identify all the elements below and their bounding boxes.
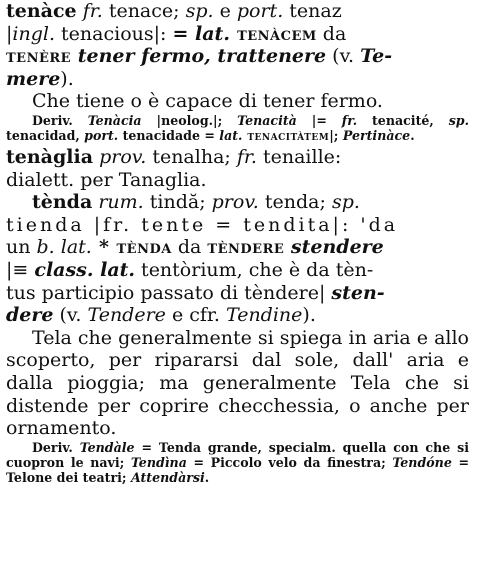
text-run: dere bbox=[6, 304, 54, 327]
entry-tenda bbox=[6, 191, 469, 440]
text-run: da bbox=[316, 22, 347, 45]
definition: Che tiene o è capace di tener fermo. bbox=[32, 90, 383, 113]
text-run: un bbox=[6, 236, 37, 259]
text-run: e bbox=[213, 0, 237, 22]
text-run: |; bbox=[329, 127, 343, 143]
text-run: |neolog.|; bbox=[141, 112, 238, 128]
text-run: (v. bbox=[53, 304, 88, 327]
text-run: . bbox=[410, 127, 415, 143]
text-run: sp. bbox=[331, 191, 360, 214]
text-run: tenacidade = bbox=[118, 127, 220, 143]
entry-line: dialett. per Tanaglia. bbox=[6, 168, 207, 191]
text-run: = Piccolo velo da finestra; bbox=[186, 454, 393, 470]
text-run: = Telone dei teatri; bbox=[6, 454, 469, 485]
text-run: Deriv. bbox=[32, 439, 80, 455]
text-run: tenacitàtem bbox=[242, 127, 330, 143]
entry-line bbox=[6, 304, 469, 327]
text-run: tèndere bbox=[207, 236, 285, 259]
text-run: Tendere bbox=[87, 304, 166, 327]
derivatives-text bbox=[6, 440, 469, 485]
entry-line bbox=[6, 191, 469, 214]
text-run: class. lat. bbox=[34, 258, 136, 281]
text-run: tenace; bbox=[102, 0, 186, 22]
text-run: tenàce bbox=[6, 0, 77, 22]
text-run: tentòrium, che è da tèn- bbox=[135, 258, 374, 281]
text-run: (v. bbox=[326, 45, 361, 68]
text-run: tenàcem bbox=[229, 22, 317, 45]
entry-line bbox=[6, 0, 469, 23]
text-run: tenacious|: bbox=[55, 22, 173, 45]
text-run: sten- bbox=[331, 281, 385, 304]
text-run: tindă; bbox=[143, 191, 212, 214]
text-run: | bbox=[6, 22, 13, 45]
entry-line bbox=[6, 146, 469, 169]
text-run: Tendóne bbox=[392, 454, 452, 470]
text-run: Tendàle bbox=[79, 439, 135, 455]
text-run: lat. bbox=[219, 127, 243, 143]
text-run: tenàglia bbox=[6, 145, 94, 168]
text-run: e cfr. bbox=[165, 304, 226, 327]
text-run: port. bbox=[84, 127, 119, 143]
entry-line bbox=[6, 68, 469, 91]
text-run: Tenàcia bbox=[87, 112, 142, 128]
text-run: mere bbox=[6, 67, 61, 90]
text-run: tenaille: bbox=[256, 145, 342, 168]
entry-tenaglia bbox=[6, 146, 469, 191]
text-run: rum. bbox=[98, 191, 144, 214]
derivatives-tenace bbox=[6, 113, 469, 143]
text-run: ingl. bbox=[12, 22, 55, 45]
text-run: fr. bbox=[236, 145, 257, 168]
text-run: ). bbox=[60, 67, 74, 90]
text-run: Attendàrsi bbox=[130, 469, 205, 485]
text-run: fr. bbox=[82, 0, 103, 22]
text-run: da bbox=[171, 236, 208, 259]
text-run: . bbox=[204, 469, 210, 485]
entry-line bbox=[6, 23, 469, 46]
text-run: tener fermo, trattenere bbox=[71, 45, 327, 68]
text-run: * tènda bbox=[91, 236, 172, 259]
entry-line bbox=[6, 282, 469, 305]
text-run: tènda bbox=[32, 191, 93, 214]
text-run: tenacidad, bbox=[6, 127, 85, 143]
text-run: tenère bbox=[6, 45, 72, 68]
derivatives-text bbox=[6, 113, 469, 143]
text-run: |= bbox=[296, 112, 342, 128]
text-run: port. bbox=[236, 0, 284, 22]
text-run: stendere bbox=[284, 236, 384, 259]
text-run: Tenacità bbox=[237, 112, 297, 128]
text-run: Pertinàce bbox=[342, 127, 411, 143]
text-run: Tendìna bbox=[130, 454, 187, 470]
text-run: prov. bbox=[99, 145, 147, 168]
text-run: = Tenda grande, specialm. quella con che si cuopron le navi; bbox=[6, 439, 469, 470]
text-run: |≡ bbox=[6, 258, 35, 281]
text-run: Deriv. bbox=[32, 112, 88, 128]
text-run: ). bbox=[302, 304, 316, 327]
entry-line bbox=[6, 236, 469, 259]
entry-tenace bbox=[6, 0, 469, 113]
text-run: tenaz bbox=[283, 0, 342, 22]
text-run: = lat. bbox=[172, 22, 230, 45]
text-run: sp. bbox=[448, 112, 469, 128]
text-run: tenacité, bbox=[357, 112, 449, 128]
derivatives-tenda bbox=[6, 440, 469, 485]
text-run: sp. bbox=[185, 0, 214, 22]
definition: Tela che generalmente si spiega in aria e allo scoperto, per ripararsi dal sole, dall' aria e dalla pioggia; ma generalmente Tela che si distende per coprire checchessia, o anche per ornamento. bbox=[6, 326, 469, 440]
text-run: fr. bbox=[341, 112, 358, 128]
entry-line bbox=[6, 45, 469, 68]
text-run: tus participio passato di tèndere| bbox=[6, 281, 332, 304]
entry-line: tienda |fr. tente = tendita|: 'da bbox=[6, 213, 399, 236]
text-run: prov. bbox=[211, 191, 259, 214]
entry-line bbox=[6, 259, 469, 282]
text-run: tenalha; bbox=[146, 145, 237, 168]
text-run: Tendine bbox=[226, 304, 303, 327]
text-run: tenda; bbox=[258, 191, 332, 214]
text-run: Te- bbox=[360, 45, 393, 68]
text-run: b. lat. bbox=[36, 236, 92, 259]
